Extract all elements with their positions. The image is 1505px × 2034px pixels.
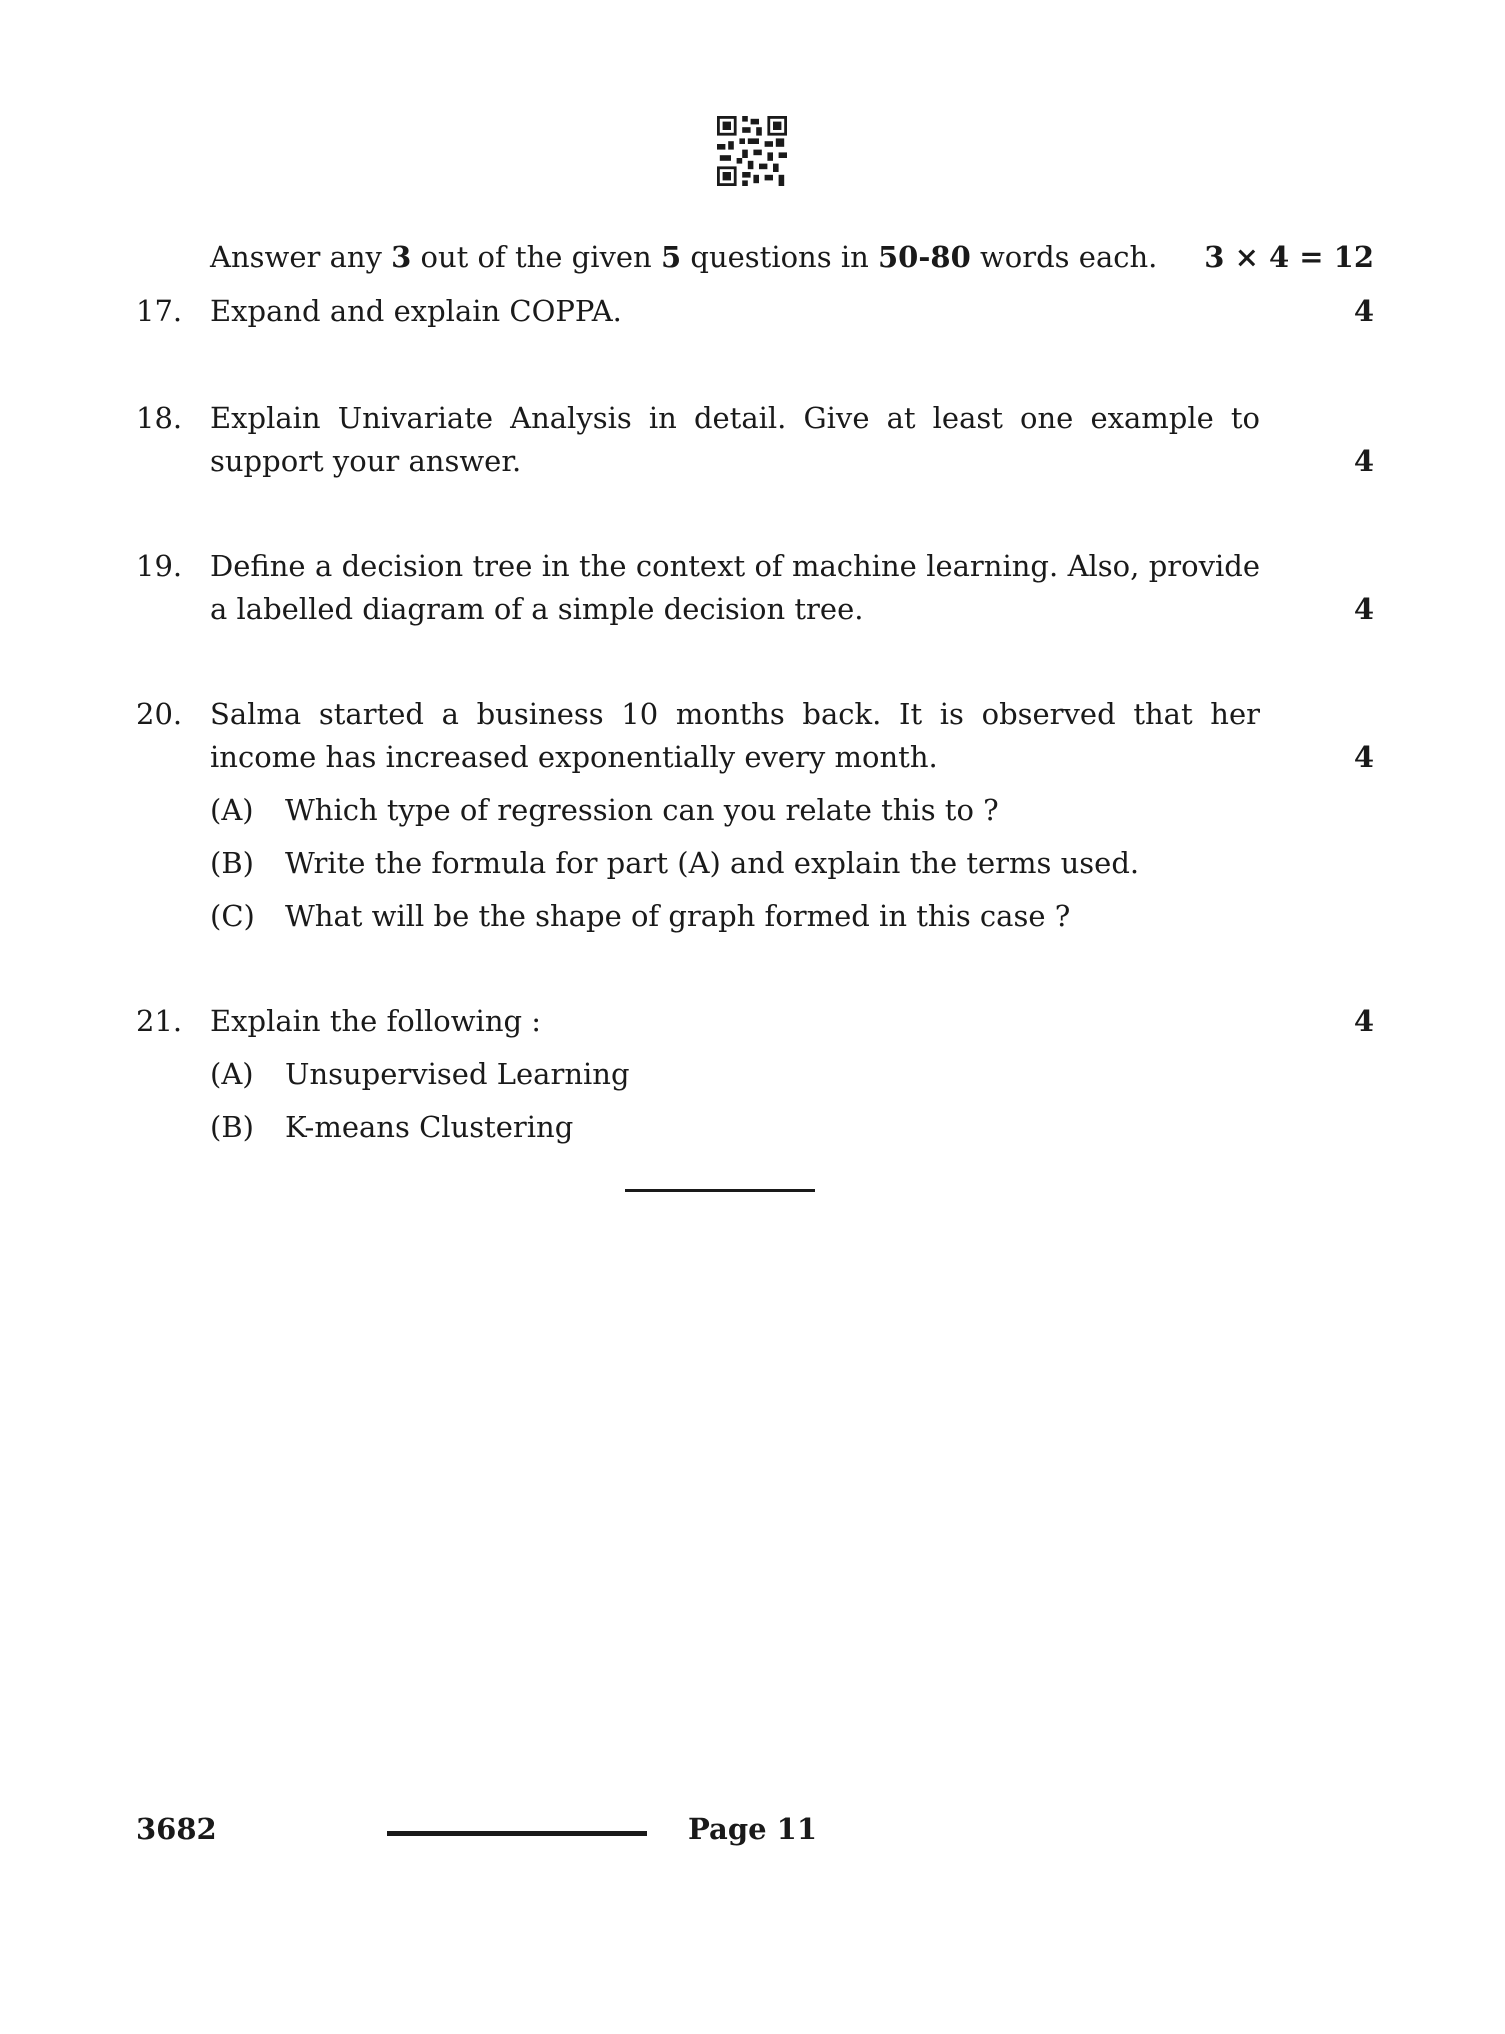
question-text: Salma started a business 10 months back. It is observed that her income has increased exponentially every month. [210, 697, 1260, 774]
question-number: 20. [136, 697, 183, 731]
question-number: 19. [136, 549, 183, 583]
paper-code: 3682 [136, 1812, 217, 1846]
page-number: Page 11 [688, 1812, 817, 1846]
subpart-text: Unsupervised Learning [285, 1057, 630, 1091]
footer-divider [387, 1831, 647, 1836]
qr-code-icon [717, 116, 787, 186]
question-number: 21. [136, 1004, 183, 1038]
question-marks: 4 [1353, 740, 1374, 774]
subpart-text: What will be the shape of graph formed in this case ? [285, 899, 1071, 933]
subpart-label: (B) [210, 1110, 254, 1144]
question-number: 17. [136, 294, 183, 328]
question-marks: 4 [1353, 444, 1374, 478]
end-divider [625, 1189, 815, 1192]
section-instruction [210, 240, 1374, 274]
question-marks: 4 [1353, 294, 1374, 328]
subpart-text: Which type of regression can you relate this to ? [285, 793, 999, 827]
question-text: Define a decision tree in the context of machine learning. Also, provide a labelled diagram of a simple decision tree. [210, 549, 1260, 626]
question-marks: 4 [1353, 592, 1374, 626]
subpart-text: Write the formula for part (A) and explain the terms used. [285, 846, 1140, 880]
question-text: Expand and explain COPPA. [210, 294, 622, 328]
question-text: Explain Univariate Analysis in detail. Give at least one example to support your answer. [210, 401, 1260, 478]
subpart-text: K-means Clustering [285, 1110, 574, 1144]
question-marks: 4 [1353, 1004, 1374, 1038]
section-marks: 3 × 4 = 12 [1204, 240, 1374, 274]
question-text: Explain the following : [210, 1004, 542, 1038]
subpart-label: (A) [210, 793, 254, 827]
subpart-label: (B) [210, 846, 254, 880]
instruction-text: Answer any 3 out of the given 5 questions in 50-80 words each. [210, 240, 1158, 274]
question-number: 18. [136, 401, 183, 435]
subpart-label: (C) [210, 899, 255, 933]
subpart-label: (A) [210, 1057, 254, 1091]
